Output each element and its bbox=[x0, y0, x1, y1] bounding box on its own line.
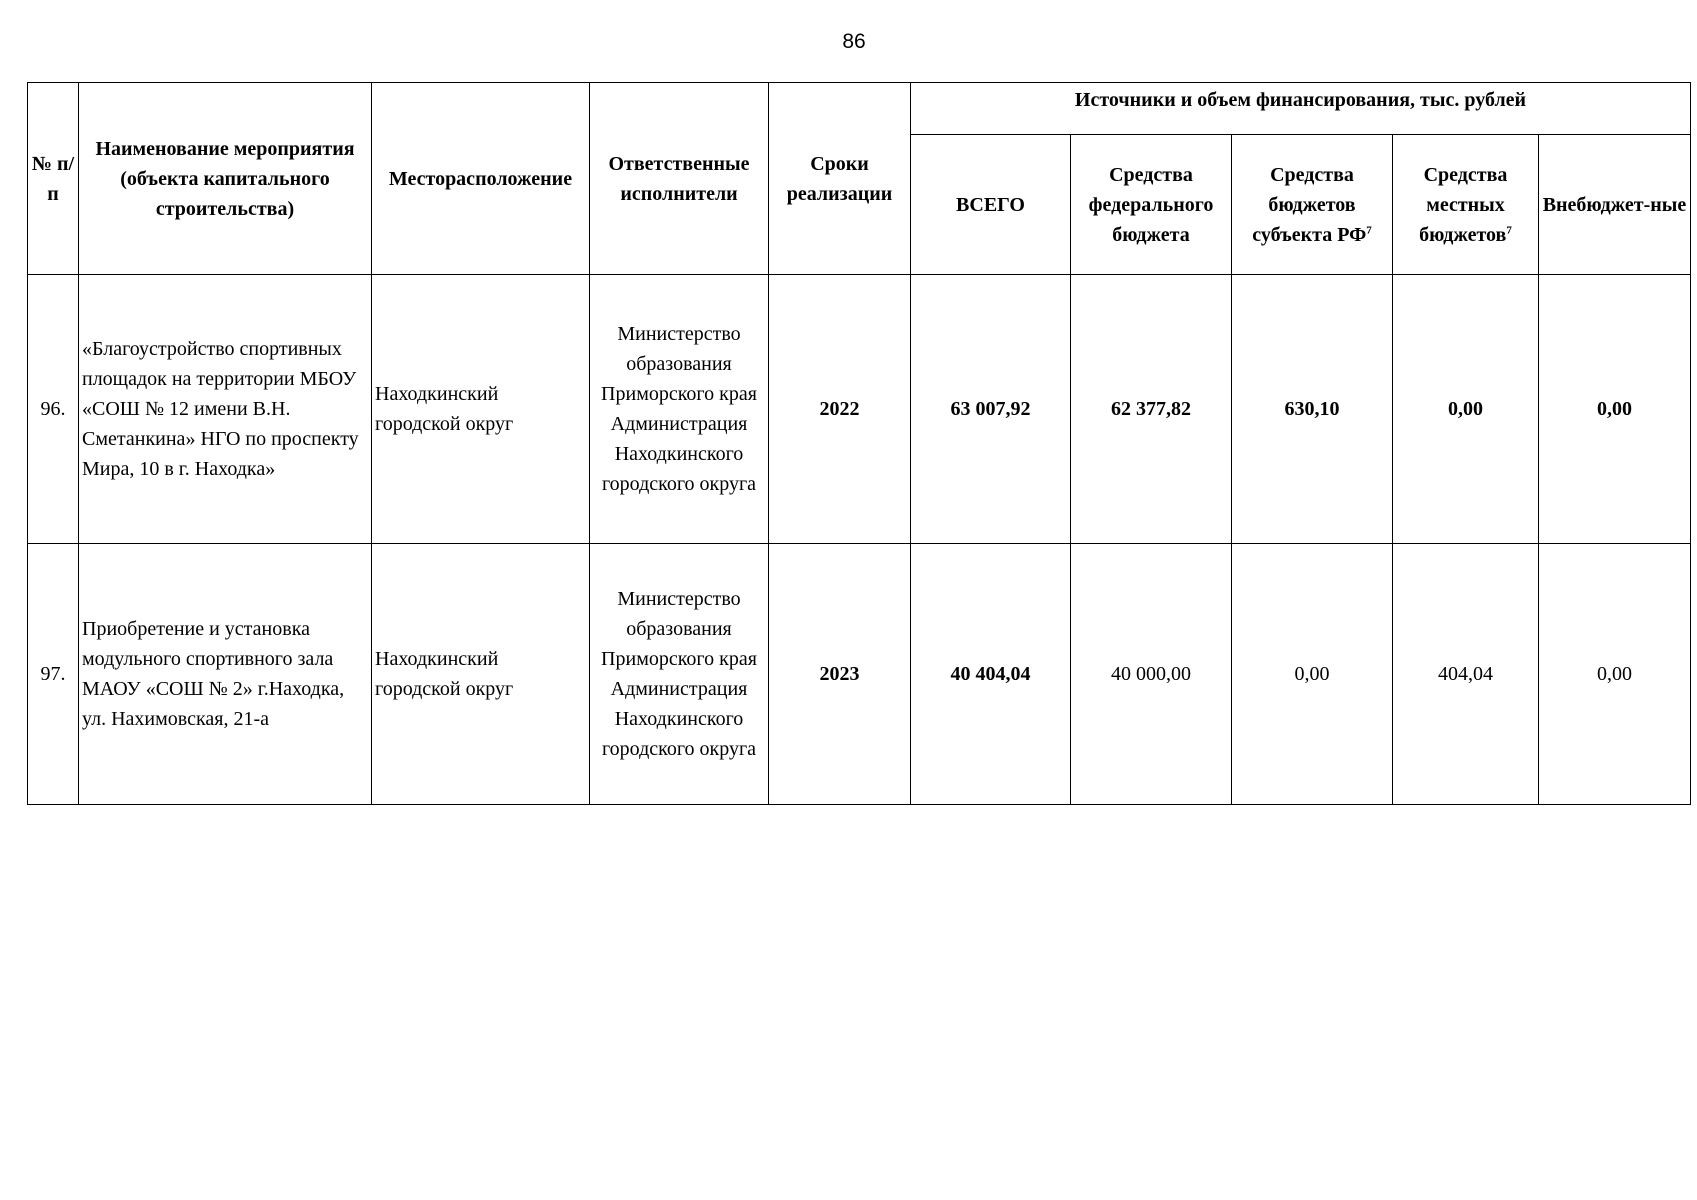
header-local-text: Средства местных бюджетов bbox=[1419, 163, 1508, 246]
header-local bbox=[1393, 135, 1539, 275]
header-responsible: Ответственные исполнители bbox=[590, 83, 769, 275]
cell-total: 63 007,92 bbox=[911, 275, 1071, 544]
header-local-footnote: 7 bbox=[1506, 223, 1512, 236]
cell-period: 2023 bbox=[769, 544, 911, 805]
header-name: Наименование мероприятия (объекта капитального строительства) bbox=[79, 83, 372, 275]
header-financing: Источники и объем финансирования, тыс. рублей bbox=[911, 83, 1691, 135]
header-total: ВСЕГО bbox=[911, 135, 1071, 275]
cell-num: 97. bbox=[28, 544, 79, 805]
cell-period: 2022 bbox=[769, 275, 911, 544]
header-federal: Средства федерального бюджета bbox=[1071, 135, 1232, 275]
cell-location: Находкинский городской округ bbox=[372, 544, 590, 805]
header-row-1 bbox=[28, 83, 1691, 135]
financing-table bbox=[27, 82, 1691, 805]
header-extra: Внебюджет-ные bbox=[1539, 135, 1691, 275]
cell-subject: 0,00 bbox=[1232, 544, 1393, 805]
cell-federal: 62 377,82 bbox=[1071, 275, 1232, 544]
cell-location: Находкинский городской округ bbox=[372, 275, 590, 544]
cell-local: 404,04 bbox=[1393, 544, 1539, 805]
header-subject bbox=[1232, 135, 1393, 275]
header-subject-text: Средства бюджетов субъекта РФ bbox=[1252, 163, 1367, 246]
cell-federal: 40 000,00 bbox=[1071, 544, 1232, 805]
table-row bbox=[28, 544, 1691, 805]
header-location: Месторасположение bbox=[372, 83, 590, 275]
cell-responsible: Министерство образования Приморского края Администрация Находкинского городского округа bbox=[590, 544, 769, 805]
cell-extra: 0,00 bbox=[1539, 544, 1691, 805]
cell-num: 96. bbox=[28, 275, 79, 544]
header-num: № п/п bbox=[28, 83, 79, 275]
cell-total: 40 404,04 bbox=[911, 544, 1071, 805]
table-row bbox=[28, 275, 1691, 544]
header-period: Сроки реализации bbox=[769, 83, 911, 275]
page-number: 86 bbox=[842, 30, 866, 53]
header-subject-footnote: 7 bbox=[1366, 223, 1372, 236]
cell-name: Приобретение и установка модульного спортивного зала МАОУ «СОШ № 2» г.Находка, ул. Нахимовская, 21-а bbox=[79, 544, 372, 805]
cell-extra: 0,00 bbox=[1539, 275, 1691, 544]
cell-responsible: Министерство образования Приморского края Администрация Находкинского городского округа bbox=[590, 275, 769, 544]
cell-name: «Благоустройство спортивных площадок на территории МБОУ «СОШ № 12 имени В.Н. Сметанкина» НГО по проспекту Мира, 10 в г. Находка» bbox=[79, 275, 372, 544]
cell-local: 0,00 bbox=[1393, 275, 1539, 544]
cell-subject: 630,10 bbox=[1232, 275, 1393, 544]
